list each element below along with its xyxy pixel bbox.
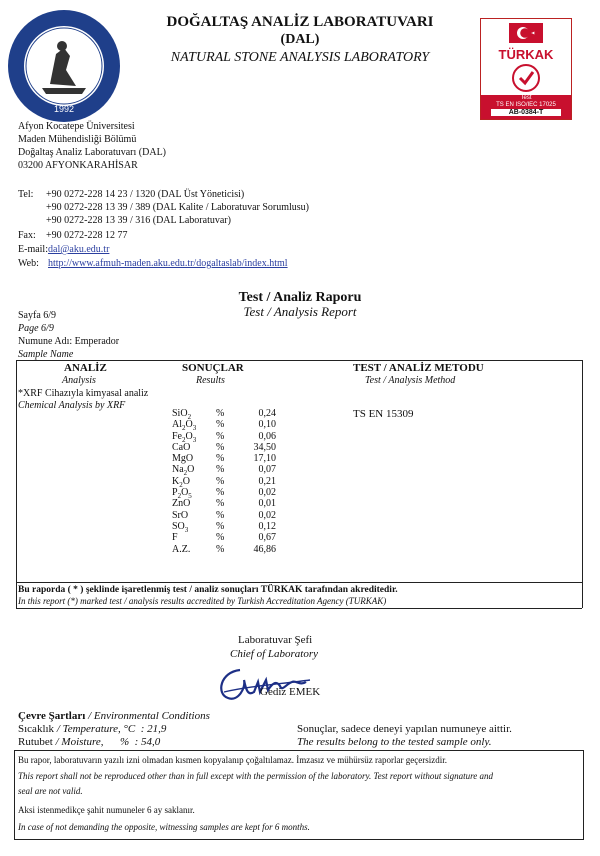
accreditation-note-en: In this report (*) marked test / analysis results accredited by Turkish Accreditation Agency (TURKAK) (18, 596, 387, 606)
col-method-header-en: Test / Analysis Method (365, 375, 456, 386)
unit: % (216, 453, 225, 465)
compound-part: 2 (182, 435, 186, 444)
address-line: Maden Mühendisliği Bölümü (18, 134, 137, 145)
lab-subtitle: NATURAL STONE ANALYSIS LABORATORY (170, 50, 430, 65)
web-link[interactable]: http://www.afmuh-maden.aku.edu.tr/dogaltaslab/index.html (48, 258, 288, 269)
email-link[interactable]: dal@aku.edu.tr (48, 244, 110, 255)
sample-name-en: Sample Name (18, 349, 74, 360)
compound-part: SrO (172, 509, 189, 521)
col-analysis-header-en: Analysis (62, 375, 96, 386)
unit: % (216, 520, 225, 532)
result-row (172, 476, 276, 487)
address-line: 03200 AFYONKARAHİSAR (18, 160, 138, 171)
fax-label: Fax: (18, 230, 36, 241)
unit: % (216, 464, 225, 476)
col-method-header: TEST / ANALİZ METODU (353, 362, 484, 374)
result-row (172, 487, 276, 498)
moisture-value: / Moisture, % : 54,0 (55, 736, 161, 748)
signer-role-en: Chief of Laboratory (230, 648, 319, 660)
result-value: 0,21 (258, 475, 276, 487)
compound-name (172, 510, 216, 521)
result-value: 0,24 (258, 408, 276, 419)
unit: % (216, 498, 225, 510)
compound-part: F (172, 532, 178, 544)
result-value: 0,06 (258, 430, 276, 442)
footer-copy-note: Bu rapor, laboratuvarın yazılı izni olmadan kısmen kopyalanıp çoğaltılamaz. İmzasız ve mühürsüz raporlar geçersizdir. (18, 755, 447, 765)
compound-part: SO (172, 520, 185, 532)
result-row (172, 521, 276, 532)
footer-sample-note-en: In case of not demanding the opposite, witnessing samples are kept for 6 months. (18, 822, 310, 832)
compound-name (172, 521, 216, 532)
compound-part: O (185, 430, 193, 442)
table-left-border (16, 360, 17, 608)
report-title: Test / Analiz Raporu (238, 290, 362, 305)
moisture-row (18, 736, 160, 748)
result-value: 34,50 (253, 441, 276, 453)
lab-abbr: (DAL) (280, 32, 320, 47)
analysis-type-en: Chemical Analysis by XRF (18, 400, 126, 411)
temperature-row (18, 723, 166, 735)
results-scope-note-en: The results belong to the tested sample only. (297, 736, 492, 748)
temperature-label: Sıcaklık (18, 723, 55, 735)
unit: % (216, 487, 225, 499)
compound-part: Fe (172, 430, 182, 442)
result-value: 0,07 (258, 464, 276, 476)
result-row (172, 510, 276, 521)
col-results-header: SONUÇLAR (182, 362, 244, 374)
compound-part: A.Z. (172, 543, 191, 555)
fax-number: +90 0272-228 12 77 (46, 230, 128, 241)
results-table (172, 408, 276, 555)
compound-part: 5 (188, 492, 192, 501)
result-row (172, 408, 276, 419)
compound-part: 3 (192, 424, 197, 433)
page-number-en: Page 6/9 (18, 323, 54, 334)
tel-label: Tel: (18, 189, 34, 200)
unit: % (216, 532, 225, 544)
result-value: 17,10 (253, 453, 276, 465)
result-row (172, 464, 276, 475)
conditions-title-en: / Environmental Conditions (88, 710, 210, 722)
compound-part: O (181, 487, 189, 499)
result-row (172, 431, 276, 442)
email-label: E-mail: (18, 244, 48, 255)
unit: % (216, 509, 225, 521)
tel-2: +90 0272-228 13 39 / 389 (DAL Kalite / Laboratuvar Sorumlusu) (46, 202, 310, 213)
unit: % (216, 475, 225, 487)
temperature-value: / Temperature, °C : 21,9 (56, 723, 167, 735)
compound-part: SiO (172, 408, 188, 419)
conditions-title-tr: Çevre Şartları (18, 710, 86, 722)
result-row (172, 442, 276, 453)
compound-part: 2 (182, 424, 186, 433)
col-results-header-en: Results (196, 375, 225, 386)
unit: % (216, 543, 225, 555)
footer-copy-note-en: This report shall not be reproduced other than in full except with the permission of the laboratory. Test report without signature and (18, 771, 493, 781)
footer-sample-note: Aksi istenmedikçe şahit numuneler 6 ay saklanır. (18, 805, 195, 815)
compound-part: 2 (187, 413, 192, 421)
conditions-title (18, 710, 210, 722)
result-row (172, 419, 276, 430)
unit: % (216, 419, 225, 431)
tel-3: +90 0272-228 13 39 / 316 (DAL Laboratuvar) (46, 215, 231, 226)
table-right-border (582, 360, 583, 608)
page-number: Sayfa 6/9 (18, 310, 57, 321)
compound-part: 3 (192, 435, 197, 444)
compound-part: MgO (172, 453, 194, 465)
address-line: Doğaltaş Analiz Laboratuvarı (DAL) (18, 147, 167, 158)
compound-part: ZnO (172, 498, 191, 510)
col-analysis-header: ANALİZ (64, 362, 107, 374)
compound-part: K (172, 475, 180, 487)
compound-name (172, 431, 216, 442)
compound-part: Na (172, 464, 184, 476)
compound-part: 2 (183, 469, 188, 478)
compound-part: Al (172, 419, 182, 431)
compound-name (172, 476, 216, 487)
analysis-type: *XRF Cihazıyla kimyasal analiz (18, 388, 149, 399)
result-value: 0,02 (258, 509, 276, 521)
turkak-code: AB-0384-T (491, 109, 561, 116)
moisture-label: Rutubet (18, 736, 53, 748)
compound-name (172, 498, 216, 509)
unit: % (216, 441, 225, 453)
result-row (172, 498, 276, 509)
signer-name: Gediz EMEK (260, 686, 321, 698)
signer-role: Laboratuvar Şefi (238, 634, 313, 646)
compound-part: 2 (179, 480, 183, 489)
address-block (18, 120, 166, 172)
lab-title: DOĞALTAŞ ANALİZ LABORATUVARI (166, 14, 434, 30)
compound-name (172, 453, 216, 464)
accreditation-note: Bu raporda ( * ) şeklinde işaretlenmiş test / analiz sonuçları TÜRKAK tarafından akreditedir. (18, 585, 398, 595)
unit: % (216, 430, 225, 442)
turkak-test: Test (520, 95, 532, 101)
turkak-name: TÜRKAK (498, 47, 554, 62)
web-label: Web: (18, 258, 39, 269)
compound-name (172, 464, 216, 478)
compound-part: 3 (184, 525, 189, 534)
check-icon (511, 63, 541, 93)
results-scope-note: Sonuçlar, sadece deneyi yapılan numuneye aittir. (297, 723, 512, 735)
compound-name (172, 419, 216, 433)
compound-name (172, 532, 216, 543)
compound-part: O (182, 475, 190, 487)
result-value: 0,01 (258, 498, 276, 510)
address-line: Afyon Kocatepe Üniversitesi (18, 121, 135, 132)
result-value: 0,67 (258, 532, 276, 544)
seal-year: 1992 (53, 104, 75, 114)
unit: % (216, 408, 225, 419)
compound-part: O (187, 464, 195, 476)
compound-part: CaO (172, 441, 191, 453)
compound-name (172, 408, 216, 419)
result-value: 0,02 (258, 487, 276, 499)
table-mid-border (16, 582, 582, 583)
compound-part: 2 (177, 492, 182, 501)
result-value: 0,12 (258, 520, 276, 532)
result-row (172, 544, 276, 555)
result-value: 46,86 (253, 543, 276, 555)
report-title-en: Test / Analysis Report (243, 304, 357, 319)
table-top-border (16, 360, 582, 361)
method-standard: TS EN 15309 (353, 408, 414, 420)
result-value: 0,10 (258, 419, 276, 431)
compound-part: P (172, 487, 178, 499)
compound-part: O (185, 419, 193, 431)
tel-1: +90 0272-228 14 23 / 1320 (DAL Üst Yöneticisi) (46, 189, 245, 200)
result-row (172, 453, 276, 464)
compound-name (172, 544, 216, 555)
footer-copy-note-en-2: seal are not valid. (18, 786, 83, 796)
turkak-standard: TS EN ISO/IEC 17025 (496, 102, 556, 108)
sample-name: Numune Adı: Emperador (18, 336, 120, 347)
compound-name (172, 487, 216, 501)
table-bottom-border (16, 608, 582, 609)
